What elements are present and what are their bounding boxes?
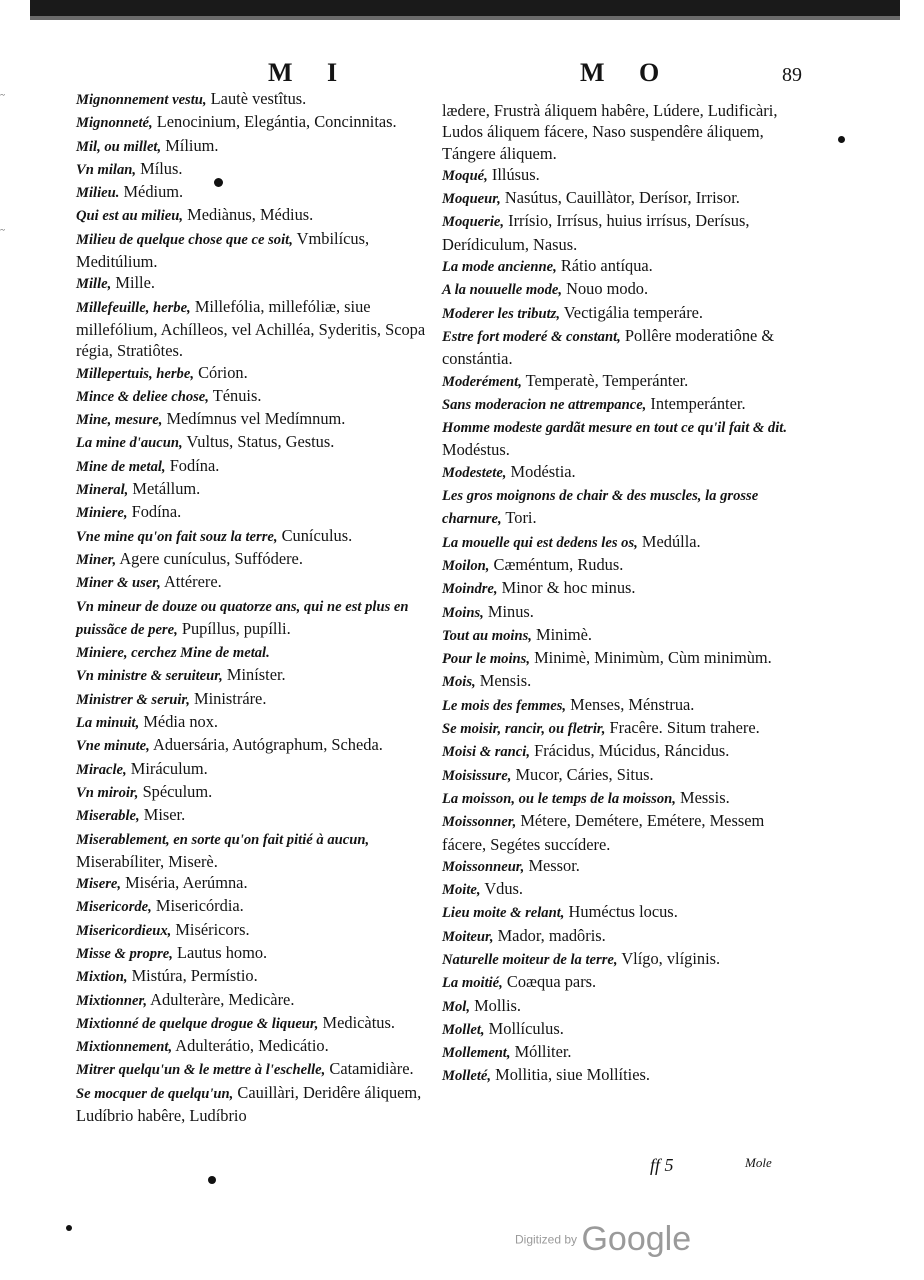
entry-term: Miserable, [76,808,140,825]
entry-term: Mollet, [442,1021,485,1038]
entry-gloss: Vectigália temperáre. [559,302,704,322]
dictionary-entry [442,1064,802,1087]
dictionary-entry [76,664,428,687]
dictionary-entry [76,781,428,804]
entry-gloss: Miséricors. [171,919,250,939]
entry-gloss: Miníster. [222,665,286,685]
dictionary-entry [442,624,802,647]
entry-gloss: Média nox. [139,712,219,732]
entry-gloss: Miráculum. [126,758,208,778]
entry-term: Les gros moignons de chair & des muscles, la grosse charnure, [442,488,759,528]
entry-term: La mine d'aucun, [76,435,183,452]
entry-term: Naturelle moiteur de la terre, [442,951,618,968]
entry-term: Millefeuille, herbe, [76,299,191,316]
entry-gloss: Frácidus, Múcidus, Ráncidus. [529,741,730,761]
entry-gloss: Adulteràre, Medicàre. [146,989,295,1009]
digitized-watermark [515,1220,691,1259]
entry-term: Millepertuis, herbe, [76,365,194,382]
dictionary-entry [442,995,802,1018]
header-left: M I [268,58,352,87]
entry-gloss: Mediànus, Médius. [183,205,314,225]
entry-term: Tout au moins, [442,627,532,644]
entry-term: Miserablement, en sorte qu'on fait pitié à aucun, [76,831,370,848]
left-column [76,88,428,1126]
entry-term: Ministrer & seruir, [76,691,190,708]
entry-gloss: Coæqua pars. [502,972,597,992]
entry-gloss: Misericórdia. [151,896,244,916]
entry-gloss: Tori. [501,508,537,528]
dictionary-entry [76,158,428,181]
entry-term: Miner, [76,551,117,568]
margin-note: ~ [0,225,5,235]
entry-gloss: Minimè. [531,624,593,644]
entry-term: La moisson, ou le temps de la moisson, [442,790,676,807]
entry-gloss: Pupíllus, pupílli. [177,618,291,638]
entry-gloss: Mensis. [475,671,532,691]
entry-term: Moilon, [442,557,490,574]
entry-term: Moissonner, [442,814,517,831]
dictionary-entry [442,1018,802,1041]
dictionary-entry [76,711,428,734]
entry-gloss: Modéstia. [506,461,576,481]
dictionary-entry [76,525,428,548]
dictionary-entry [76,1082,428,1127]
entry-term: Mineral, [76,482,129,499]
entry-gloss: Irrísio, Irrísus, huius irrísus, Derísus, Derídiculum, Nasus. [442,211,750,254]
entry-gloss: Miséria, Aerúmna. [121,873,248,893]
entry-gloss: Mille. [111,273,155,293]
entry-term: Vn ministre & seruiteur, [76,668,223,685]
entry-gloss: Attérere. [160,572,222,592]
entry-gloss: Intemperánter. [646,393,746,413]
entry-gloss: Vlígo, vlíginis. [617,948,721,968]
entry-term: Miniere, cerchez Mine de metal. [76,645,270,662]
dictionary-entry [76,1012,428,1035]
ink-spot [66,1225,72,1231]
dictionary-entry [442,878,802,901]
dictionary-entry [76,942,428,965]
entry-term: Sans moderacion ne attrempance, [442,396,647,413]
entry-gloss: Mólliter. [510,1042,572,1062]
entry-gloss: Millefólia, millefóliæ, siue millefólium, Achílleos, vel Achilléa, Syderitis, Scopa régia, Stratiôtes. [76,296,426,361]
dictionary-entry [76,804,428,827]
dictionary-entry [442,740,802,763]
header-right: M O [580,58,674,87]
dictionary-entry [76,362,428,385]
entry-gloss: Ministráre. [189,688,267,708]
entry-term: Moins, [442,604,484,621]
entry-term: Mois, [442,674,476,691]
dictionary-entry [76,478,428,501]
watermark-brand: Google [581,1220,692,1258]
entry-gloss: Rátio antíqua. [556,256,653,276]
entry-term: Lieu moite & relant, [442,905,565,922]
dictionary-entry [442,787,802,810]
dictionary-entry [76,431,428,454]
entry-gloss: Lautè vestîtus. [206,89,307,108]
entry-gloss: Messis. [675,787,730,807]
entry-term: Misse & propre, [76,945,173,962]
entry-gloss: Lenocinium, Elegántia, Concinnitas. [152,112,397,132]
entry-term: Mixtionnement, [76,1039,173,1056]
entry-term: Moisissure, [442,767,512,784]
dictionary-entry [442,164,802,187]
entry-gloss: Cauillàri, Deridêre áliquem, Ludíbrio habêre, Ludíbrio [76,1082,422,1126]
dictionary-entry [76,989,428,1012]
ink-spot [208,1176,216,1184]
entry-gloss: Huméctus locus. [564,902,678,922]
entry-term: Pour le moins, [442,651,530,668]
entry-gloss: Lautus homo. [172,942,268,962]
entry-gloss: Vmbilícus, Meditúlium. [76,228,370,272]
entry-gloss: Pollêre moderatiône & constántia. [442,325,775,369]
right-column [442,100,802,1088]
dictionary-entry [442,925,802,948]
entry-gloss: Vdus. [480,879,524,899]
dictionary-entry [76,204,428,227]
entry-term: Le mois des femmes, [442,697,567,714]
entry-gloss: Temperatè, Temperánter. [521,370,689,390]
watermark-prefix: Digitized by [515,1232,578,1247]
dictionary-entry [76,296,428,362]
dictionary-entry [76,385,428,408]
dictionary-entry [442,647,802,670]
dictionary-entry [442,484,802,531]
page-number: 89 [782,64,802,86]
dictionary-entry [76,455,428,478]
entry-term: La moitié, [442,975,503,992]
entry-term: La mouelle qui est dedens les os, [442,534,638,551]
entry-gloss: Fracêre. Situm trahere. [605,718,760,738]
entry-gloss: Spéculum. [138,781,213,801]
entry-gloss: Médium. [119,182,184,202]
ink-spot [214,178,223,187]
entry-gloss: Córion. [193,362,248,382]
dictionary-entry [76,758,428,781]
entry-term: Mixtionner, [76,992,147,1009]
entry-term: Vn milan, [76,161,137,178]
dictionary-entry [76,595,428,642]
entry-gloss: Mollis. [469,995,521,1015]
dictionary-entry [442,461,802,484]
signature-mark: ff 5 [650,1155,674,1175]
entry-term: Misere, [76,876,121,893]
dictionary-entry [76,895,428,918]
entry-term: A la nouuelle mode, [442,282,563,299]
entry-gloss: Medímnus vel Medímnum. [162,409,346,429]
entry-gloss: Agere cunículus, Suffódere. [116,548,303,568]
dictionary-entry [442,577,802,600]
entry-gloss: Catamidiàre. [325,1059,414,1079]
dictionary-entry [76,272,428,295]
entry-term: Milieu. [76,185,120,202]
dictionary-entry [442,325,802,370]
dictionary-entry [442,187,802,210]
dictionary-entry [76,828,428,873]
dictionary-entry [442,554,802,577]
entry-gloss: Mollitia, siue Mollíties. [491,1065,650,1085]
dictionary-entry [76,1035,428,1058]
scan-top-edge [30,0,900,16]
dictionary-entry [442,278,802,301]
entry-term: Vne mine qu'on fait souz la terre, [76,528,278,545]
entry-term: Moqueur, [442,191,501,208]
margin-note: ~ [0,90,5,100]
dictionary-entry [76,919,428,942]
dictionary-entry [442,100,802,164]
dictionary-entry [76,872,428,895]
entry-term: Vn mineur de douze ou quatorze ans, qui ne est plus en puissãce de pere, [76,598,409,638]
dictionary-entry [442,971,802,994]
dictionary-entry [76,135,428,158]
dictionary-entry [442,810,802,855]
entry-term: Mignonneté, [76,115,153,132]
entry-gloss: Miser. [139,805,186,825]
entry-gloss: Nouo modo. [562,279,649,299]
ink-spot [838,136,845,143]
entry-gloss: Nasútus, Cauillàtor, Derísor, Irrisor. [500,188,740,208]
entry-gloss: Ténuis. [208,385,262,405]
entry-term: Miracle, [76,761,127,778]
dictionary-entry [442,531,802,554]
entry-term: Modestete, [442,464,507,481]
entry-gloss: Mador, madôris. [493,925,606,945]
catchword: Mole [745,1155,772,1170]
entry-gloss: Cæméntum, Rudus. [489,554,624,574]
entry-term: Homme modeste gardãt mesure en tout ce qu'il fait & dit. [442,420,787,437]
entry-term: Miniere, [76,505,128,522]
entry-term: Vn miroir, [76,784,139,801]
dictionary-entry [442,210,802,255]
entry-term: Molleté, [442,1068,492,1085]
entry-term: Moite, [442,882,481,899]
entry-term: Milieu de quelque chose que ce soit, [76,231,293,248]
dictionary-entry [76,641,428,664]
entry-gloss: Mistúra, Permístio. [127,966,258,986]
entry-term: Mine de metal, [76,458,166,475]
entry-term: Misericorde, [76,899,152,916]
entry-gloss: Fodína. [165,455,220,475]
entry-term: Mignonnement vestu, [76,92,207,108]
entry-gloss: Minimè, Minimùm, Cùm minimùm. [529,648,772,668]
dictionary-entry [76,1058,428,1081]
entry-term: Mil, ou millet, [76,138,162,155]
entry-gloss: Medicàtus. [318,1012,395,1032]
dictionary-entry [442,764,802,787]
entry-gloss: Mollículus. [484,1018,564,1038]
entry-term: Se mocquer de quelqu'un, [76,1085,234,1102]
dictionary-entry [76,88,428,111]
entry-gloss: Messor. [524,855,580,875]
entry-term: Estre fort moderé & constant, [442,328,621,345]
entry-gloss: Menses, Ménstrua. [566,694,695,714]
dictionary-entry [76,688,428,711]
entry-gloss: Vultus, Status, Gestus. [182,432,335,452]
entry-gloss: Illúsus. [487,164,540,184]
dictionary-entry [76,965,428,988]
entry-term: La minuit, [76,715,140,732]
entry-term: Se moisir, rancir, ou fletrir, [442,721,606,738]
entry-gloss: Mílium. [161,135,219,155]
dictionary-entry [76,408,428,431]
dictionary-entry [442,855,802,878]
entry-gloss: Modéstus. [442,440,510,460]
entry-term: Vne minute, [76,738,150,755]
entry-term: Moquerie, [442,214,505,231]
entry-gloss: Adulterátio, Medicátio. [172,1036,329,1056]
entry-term: Miner & user, [76,575,161,592]
entry-term: Moindre, [442,581,498,598]
dictionary-entry [76,548,428,571]
entry-term: Moiteur, [442,928,494,945]
entry-gloss: Medúlla. [637,531,701,551]
entry-term: Moissonneur, [442,858,525,875]
dictionary-entry [76,571,428,594]
entry-term: La mode ancienne, [442,259,557,276]
dictionary-entry [76,111,428,134]
dictionary-entry [442,255,802,278]
entry-gloss: Cunículus. [277,525,353,545]
dictionary-entry [76,228,428,273]
dictionary-entry [442,601,802,624]
entry-term: Qui est au milieu, [76,208,184,225]
dictionary-entry [442,370,802,393]
entry-gloss: Metállum. [128,479,201,499]
entry-gloss: Fodína. [127,502,182,522]
entry-term: Mince & deliee chose, [76,388,209,405]
dictionary-entry [442,901,802,924]
entry-term: Mixtionné de quelque drogue & liqueur, [76,1015,319,1032]
entry-gloss: Métere, Demétere, Emétere, Messem fácere, Segétes succídere. [442,811,765,854]
entry-gloss: Mílus. [136,158,183,178]
dictionary-entry [442,670,802,693]
entry-term: Mixtion, [76,969,128,986]
dictionary-entry [76,501,428,524]
dictionary-entry [442,302,802,325]
entry-gloss: Minor & hoc minus. [497,578,636,598]
entry-term: Misericordieux, [76,922,172,939]
entry-term: Moisi & ranci, [442,744,530,761]
entry-gloss: Aduersária, Autógraphum, Scheda. [149,735,383,755]
entry-term: Mine, mesure, [76,412,163,429]
entry-term: Mollement, [442,1045,511,1062]
entry-gloss: Miserabíliter, Miserè. [76,851,218,871]
entry-term: Mille, [76,276,112,293]
dictionary-entry [76,181,428,204]
entry-term: Moqué, [442,167,488,184]
dictionary-entry [442,948,802,971]
entry-term: Moderer les tributz, [442,305,560,322]
entry-term: Mitrer quelqu'un & le mettre à l'eschelle, [76,1062,326,1079]
entry-gloss: lædere, Frustrà áliquem habêre, Lúdere, Ludificàri, Ludos áliquem fácere, Naso suspendêre áliquem, Tángere áliquem. [442,101,778,163]
entry-term: Mol, [442,998,470,1015]
entry-term: Moderément, [442,373,522,390]
dictionary-entry [442,416,802,461]
dictionary-entry [442,1041,802,1064]
dictionary-entry [442,717,802,740]
entry-gloss: Minus. [483,601,534,621]
dictionary-entry [442,393,802,416]
dictionary-entry [442,694,802,717]
entry-gloss: Mucor, Cáries, Situs. [511,764,654,784]
dictionary-entry [76,734,428,757]
